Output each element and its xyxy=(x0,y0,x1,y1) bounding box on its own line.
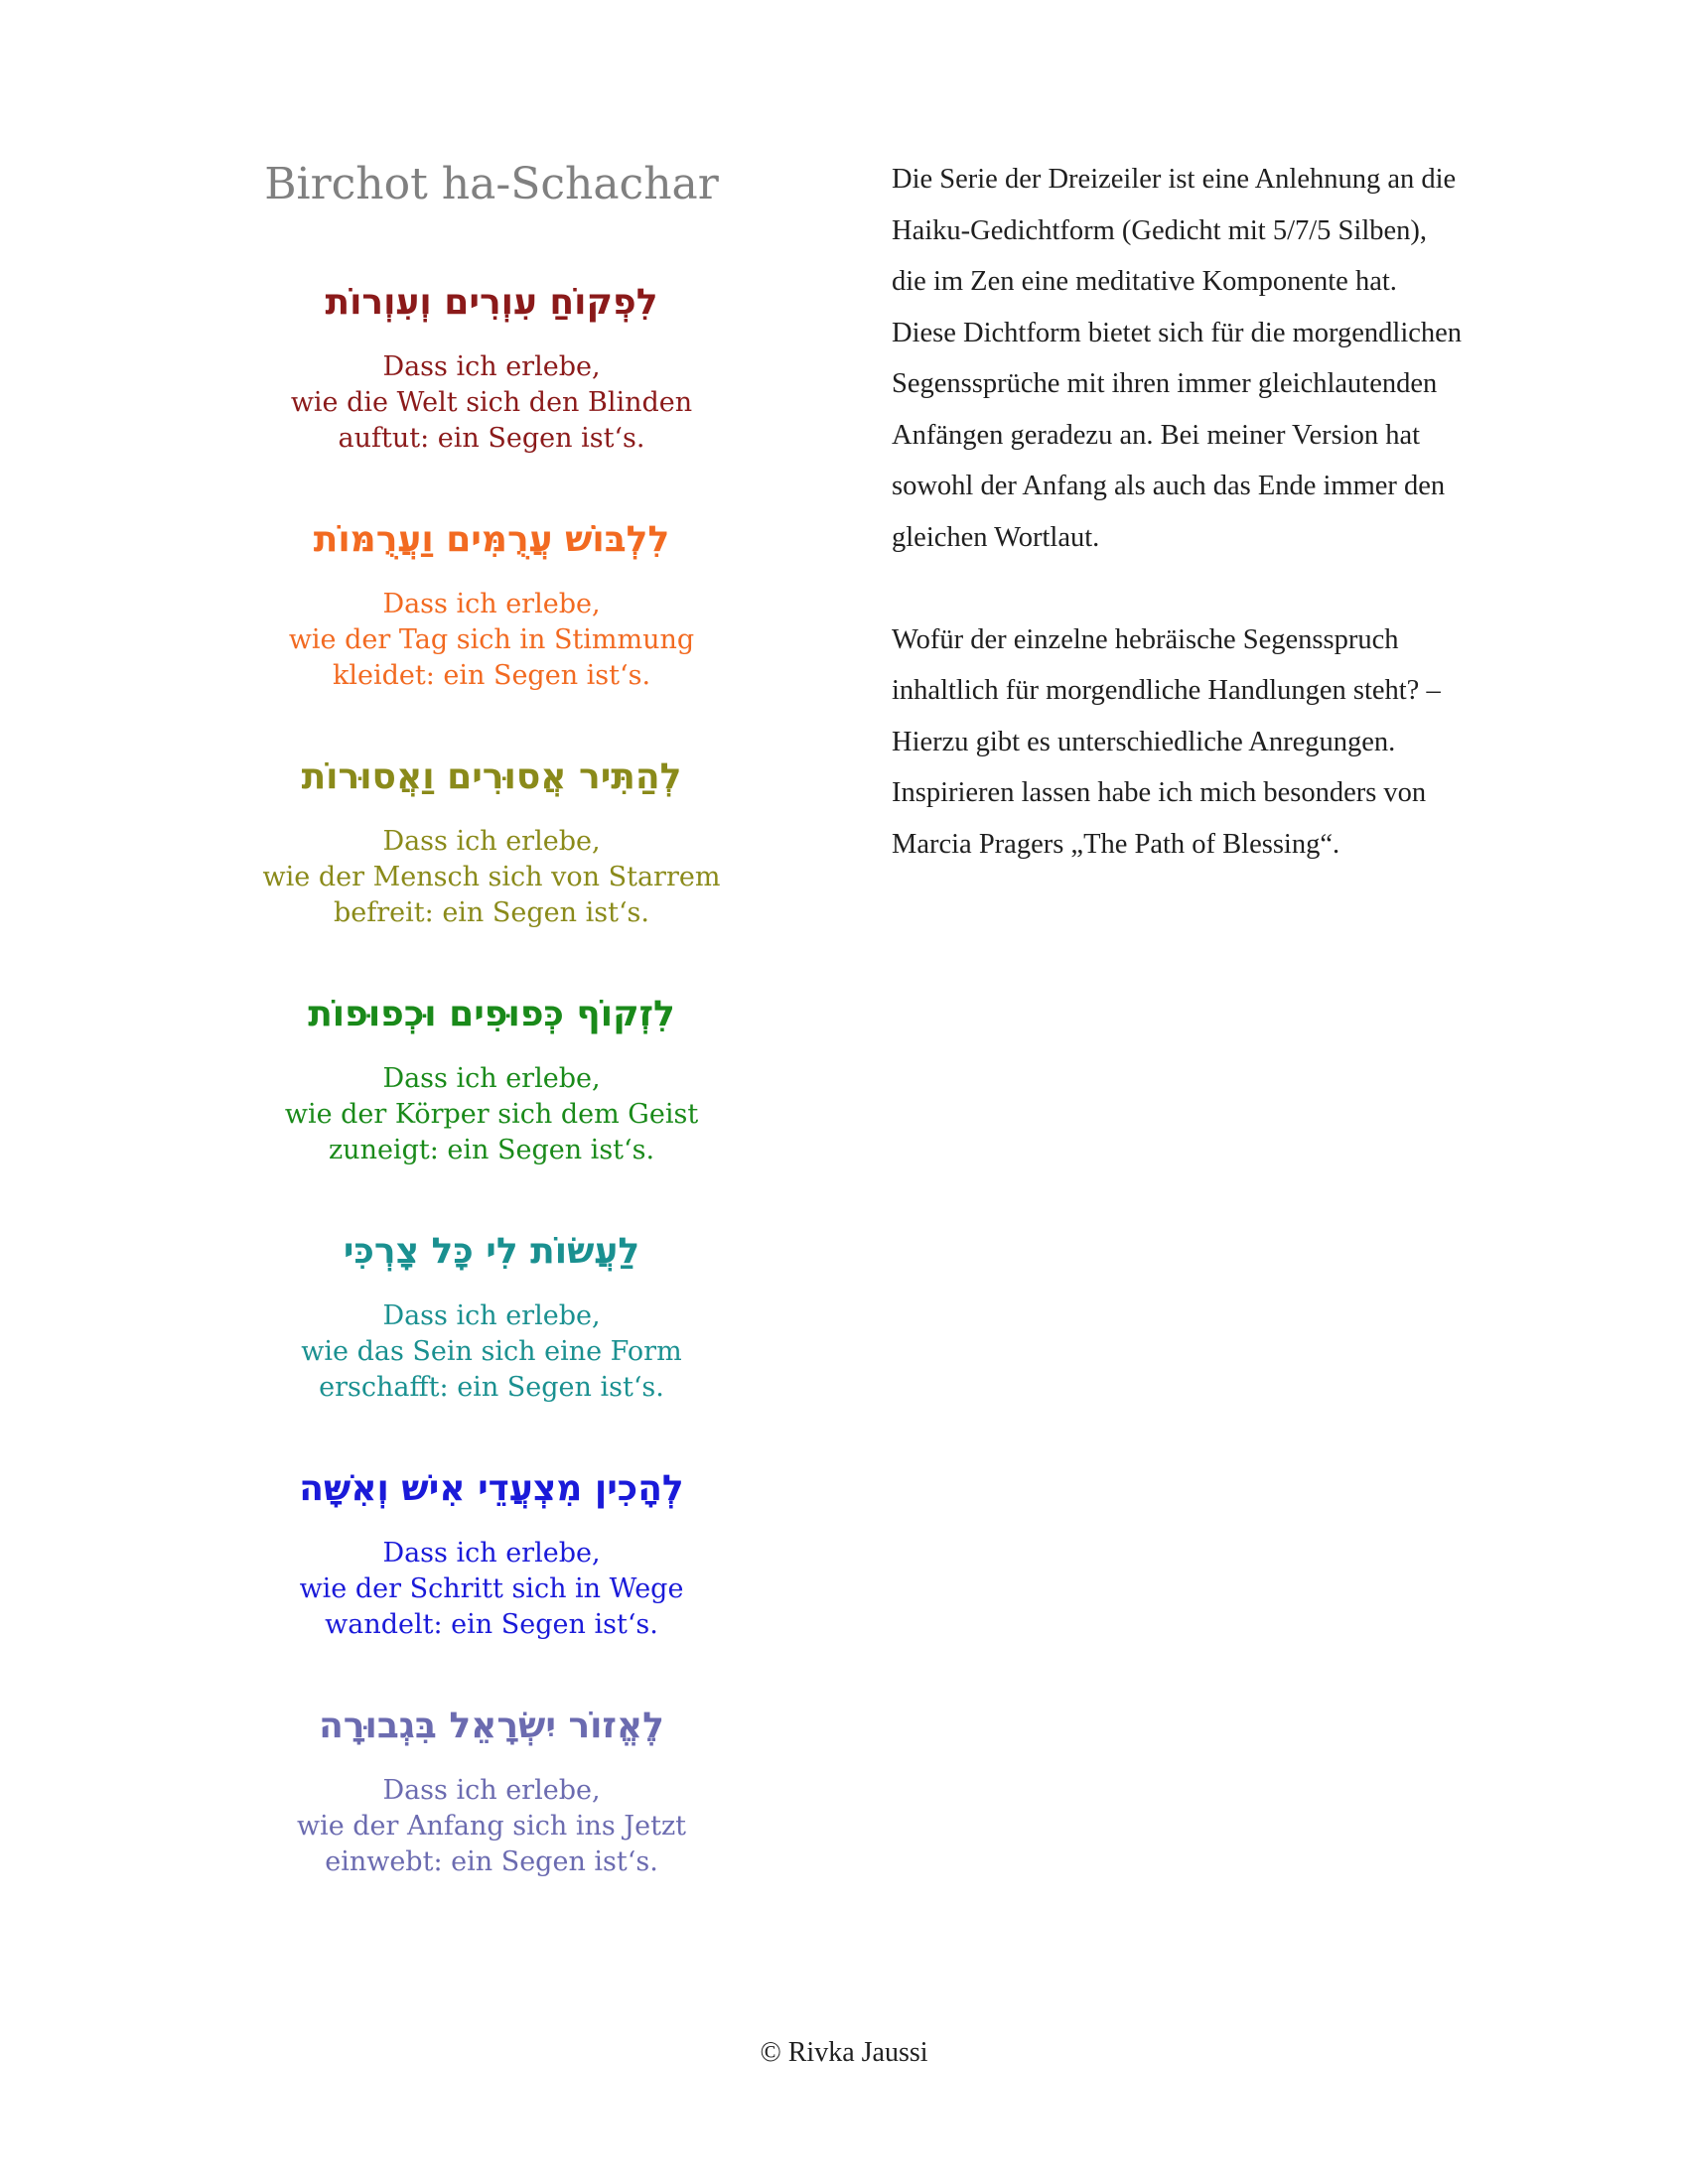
description-line: Hierzu gibt es unterschiedliche Anregungen. xyxy=(892,726,1396,757)
verse-line: wie die Welt sich den Blinden xyxy=(290,387,693,418)
description-paragraph-1 xyxy=(892,154,1527,563)
stanza-6 xyxy=(218,1464,765,1643)
description-line: gleichen Wortlaut. xyxy=(892,521,1100,553)
german-verse xyxy=(218,824,765,931)
hebrew-blessing: לְהָכִין מִצְעֲדֵי אִישׁ וְאִשָּׁה xyxy=(299,1468,684,1509)
hebrew-blessing: לִזְקוֹף כְּפוּפִים וּכְפוּפוֹת xyxy=(308,994,675,1034)
page-title: Birchot ha-Schachar xyxy=(264,159,719,209)
description-column xyxy=(892,154,1527,921)
verse-line: zuneigt: ein Segen ist‘s. xyxy=(328,1135,655,1165)
description-line: inhaltlich für morgendliche Handlungen steht? – xyxy=(892,675,1441,706)
verse-line: wandelt: ein Segen ist‘s. xyxy=(325,1609,658,1640)
verse-line: Dass ich erlebe, xyxy=(382,1538,601,1569)
hebrew-blessing: לִפְקוֹחַ עִוְרִים וְעִוְרוֹת xyxy=(325,282,658,323)
german-verse xyxy=(218,587,765,694)
verse-line: Dass ich erlebe, xyxy=(382,351,601,382)
verse-line: wie der Körper sich dem Geist xyxy=(284,1099,699,1130)
description-line: Inspirieren lassen habe ich mich besonders von xyxy=(892,777,1427,808)
stanza-5 xyxy=(218,1227,765,1406)
verse-line: einwebt: ein Segen ist‘s. xyxy=(325,1846,658,1877)
german-verse xyxy=(218,1061,765,1168)
german-verse xyxy=(218,1298,765,1406)
verse-line: wie der Anfang sich ins Jetzt xyxy=(296,1811,687,1842)
verse-line: Dass ich erlebe, xyxy=(382,589,601,619)
german-verse xyxy=(218,1773,765,1880)
verse-line: wie das Sein sich eine Form xyxy=(301,1336,682,1367)
description-line: Segenssprüche mit ihren immer gleichlautenden xyxy=(892,368,1438,399)
verse-line: wie der Mensch sich von Starrem xyxy=(262,862,721,892)
hebrew-blessing: לִלְבּוֹשׁ עֲרֻמִּים וַעֲרֻמּוֹת xyxy=(313,519,670,560)
copyright-footer: © Rivka Jaussi xyxy=(760,2037,928,2068)
verse-line: Dass ich erlebe, xyxy=(382,826,601,857)
description-line: Wofür der einzelne hebräische Segensspruch xyxy=(892,623,1399,655)
german-verse xyxy=(218,349,765,457)
stanza-4 xyxy=(218,990,765,1168)
stanza-1 xyxy=(218,278,765,457)
verse-line: Dass ich erlebe, xyxy=(382,1300,601,1331)
description-line: sowohl der Anfang als auch das Ende immer den xyxy=(892,471,1446,501)
stanza-3 xyxy=(218,752,765,931)
stanza-7 xyxy=(218,1702,765,1880)
verse-line: befreit: ein Segen ist‘s. xyxy=(334,897,649,928)
hebrew-blessing: לֶאֱזוֹר יִשְׂרָאֵל בִּגְבוּרָה xyxy=(319,1706,664,1746)
verse-line: Dass ich erlebe, xyxy=(382,1775,601,1806)
stanza-2 xyxy=(218,515,765,694)
description-paragraph-2 xyxy=(892,614,1527,871)
verse-line: wie der Schritt sich in Wege xyxy=(299,1573,684,1604)
verse-line: erschafft: ein Segen ist‘s. xyxy=(319,1372,664,1403)
poem-column xyxy=(218,149,765,1939)
description-line: Anfängen geradezu an. Bei meiner Version hat xyxy=(892,419,1421,451)
description-line: Haiku-Gedichtform (Gedicht mit 5/7/5 Silben), xyxy=(892,214,1428,246)
verse-line: kleidet: ein Segen ist‘s. xyxy=(332,660,651,691)
hebrew-blessing: לַעֲשׂוֹת לִי כָּל צָרְכִּי xyxy=(343,1231,640,1272)
german-verse xyxy=(218,1536,765,1643)
description-line: Die Serie der Dreizeiler ist eine Anlehnung an die xyxy=(892,164,1457,195)
hebrew-blessing: לְהַתִּיר אֲסוּרִים וַאֲסוּרוֹת xyxy=(301,756,682,797)
description-line: Diese Dichtform bietet sich für die morgendlichen xyxy=(892,317,1463,348)
verse-line: auftut: ein Segen ist‘s. xyxy=(338,423,645,454)
verse-line: wie der Tag sich in Stimmung xyxy=(288,624,695,655)
verse-line: Dass ich erlebe, xyxy=(382,1063,601,1094)
description-line: Marcia Pragers „The Path of Blessing“. xyxy=(892,828,1340,860)
description-line: die im Zen eine meditative Komponente hat. xyxy=(892,266,1397,297)
